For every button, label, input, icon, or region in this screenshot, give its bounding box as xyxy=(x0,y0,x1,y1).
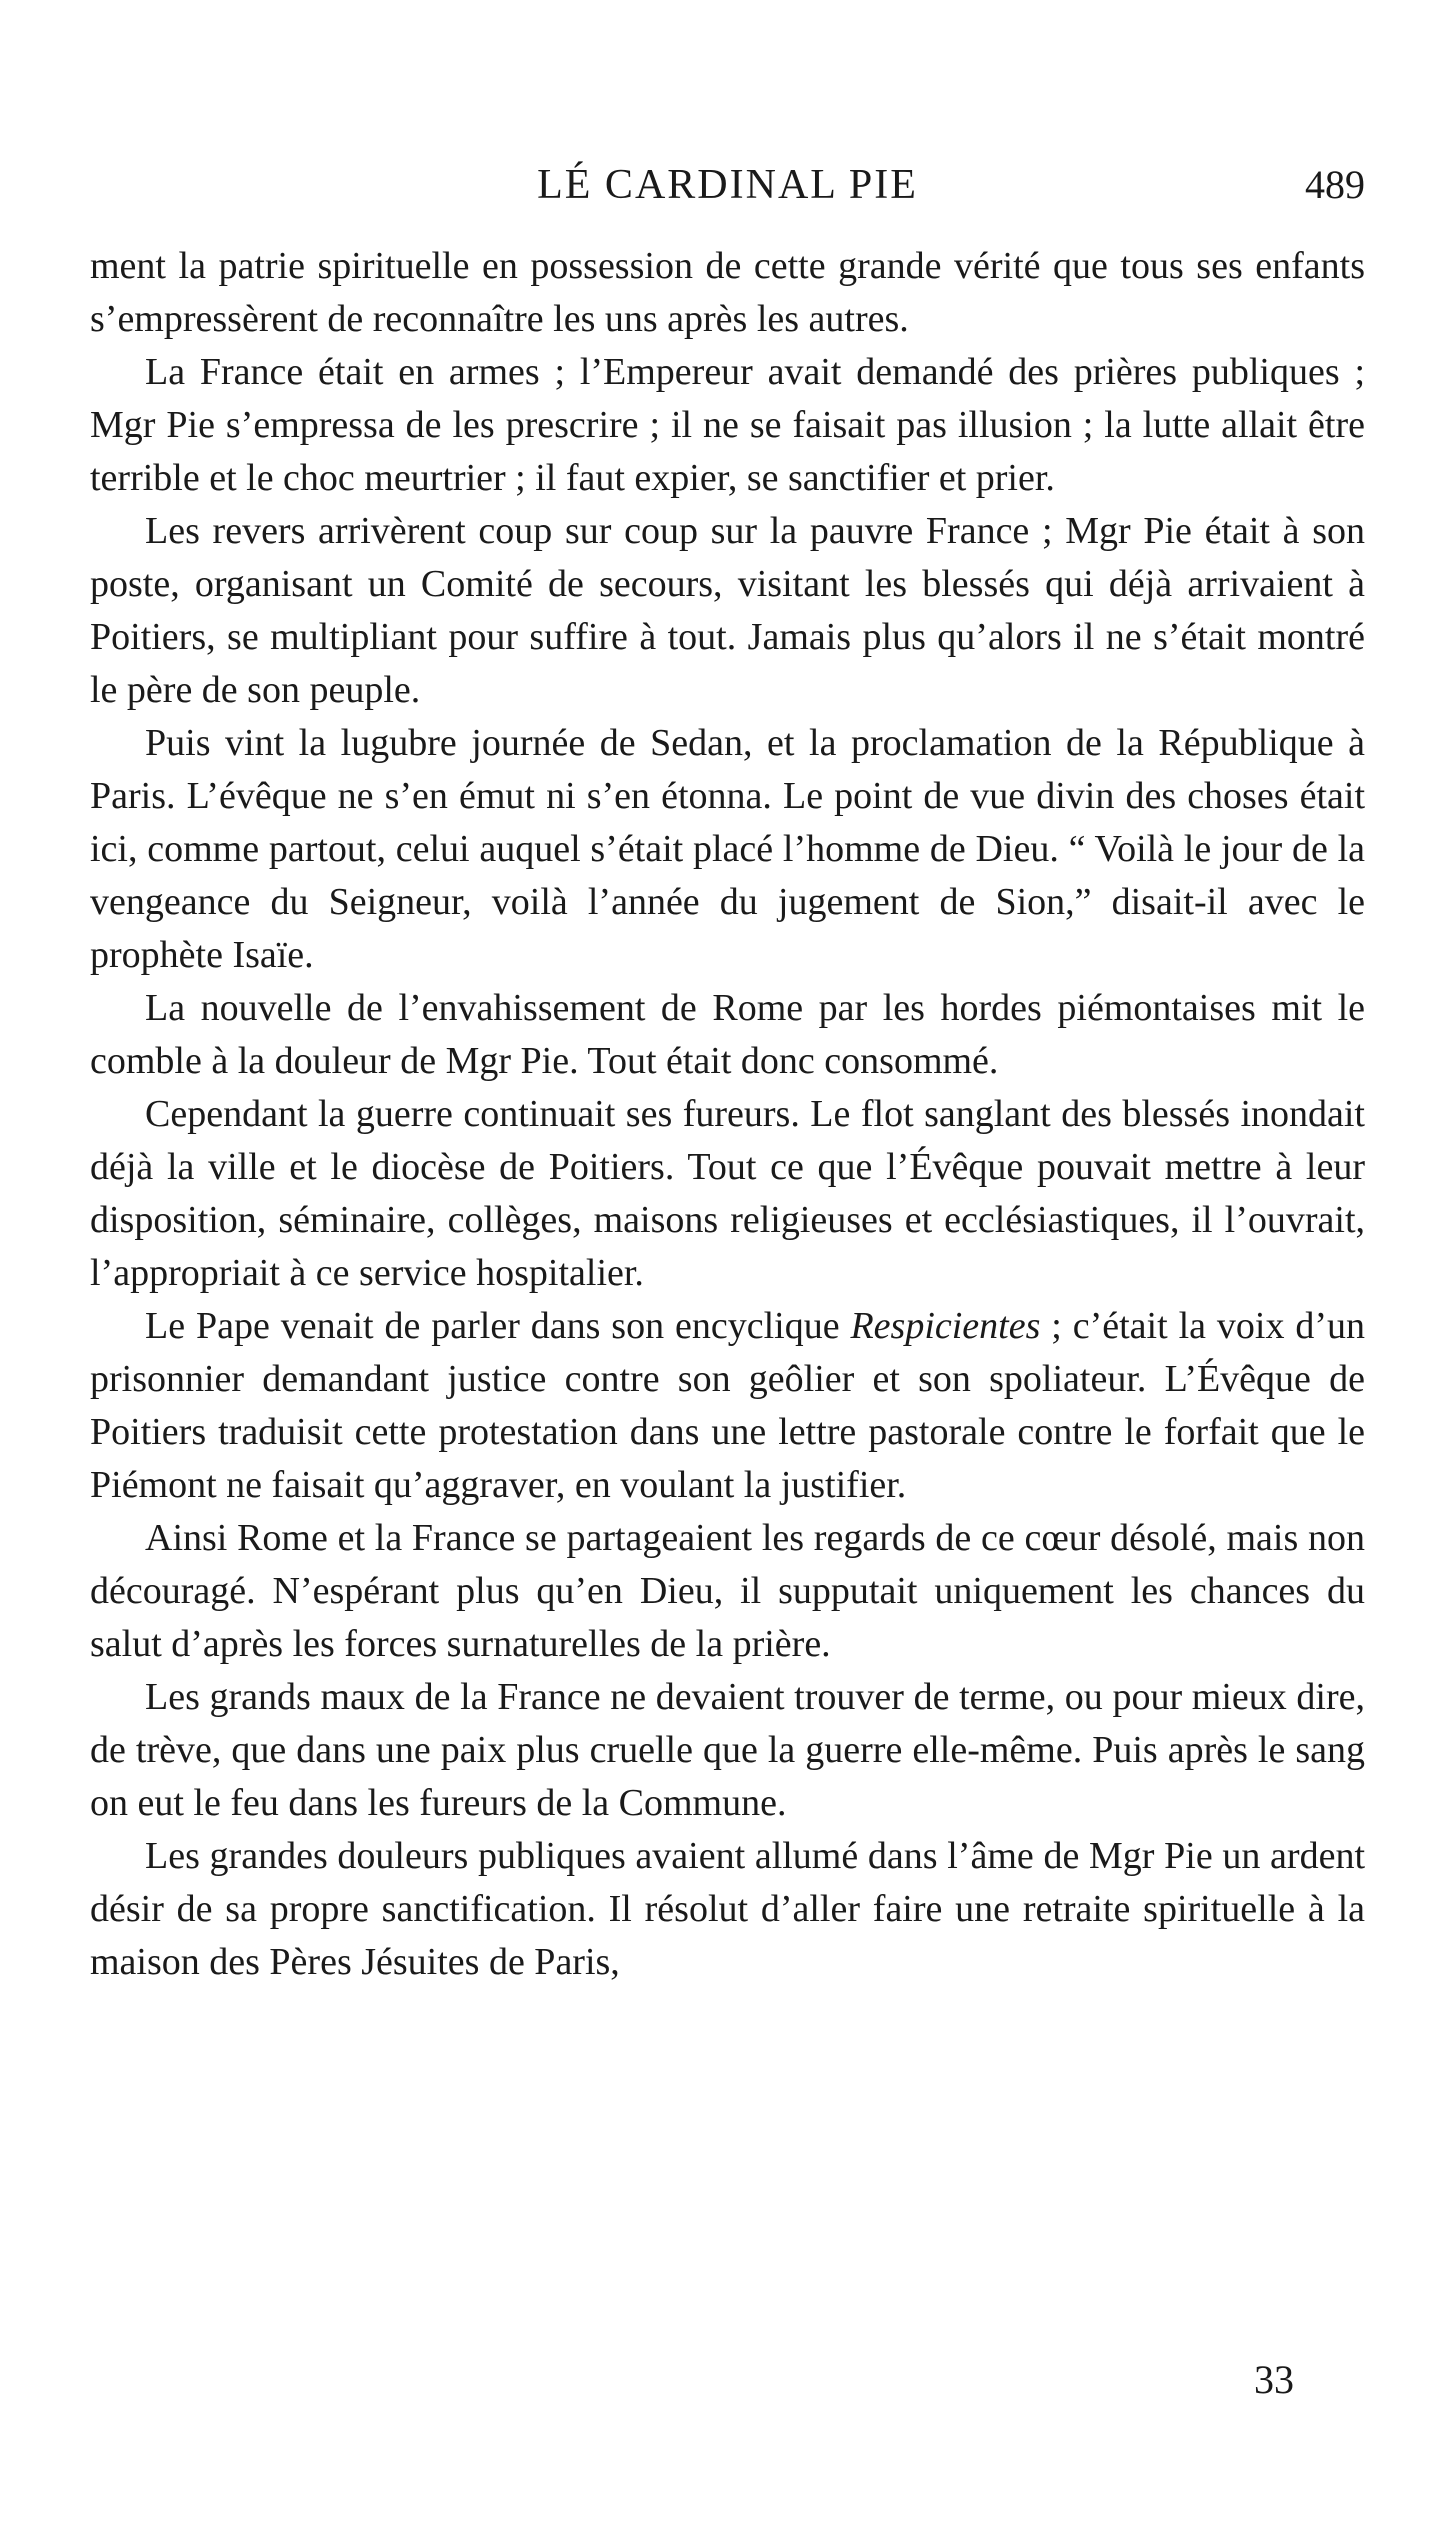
running-title: LÉ CARDINAL PIE xyxy=(537,162,918,208)
paragraph: Les revers arrivèrent coup sur coup sur la pauvre France ; Mgr Pie était à son poste, organisant un Comité de secours, visitant les blessés qui déjà arrivaient à Poitiers, se multipliant pour suffire à tout. Jamais plus qu’alors il ne s’était montré le père de son peuple. xyxy=(90,510,1365,711)
paragraph: Les grands maux de la France ne devaient trouver de terme, ou pour mieux dire, de trève, que dans une paix plus cruelle que la guerre elle-même. Puis après le sang on eut le feu dans les fureurs de la Commune. xyxy=(90,1676,1365,1824)
body-text xyxy=(90,240,1365,1989)
running-header xyxy=(90,155,1365,225)
paragraph xyxy=(90,1300,1365,1512)
signature-mark: 33 xyxy=(1254,2357,1294,2402)
page-number: 489 xyxy=(1305,162,1365,207)
paragraph: Puis vint la lugubre journée de Sedan, et la proclamation de la République à Paris. L’évêque ne s’en émut ni s’en étonna. Le point de vue divin des choses était ici, comme partout, celui auquel s’était placé l’homme de Dieu. “ Voilà le jour de la vengeance du Seigneur, voilà l’année du jugement de Sion,” disait-il avec le prophète Isaïe. xyxy=(90,722,1365,976)
paragraph: Cependant la guerre continuait ses fureurs. Le flot sanglant des blessés inondait déjà la ville et le diocèse de Poitiers. Tout ce que l’Évêque pouvait mettre à leur disposition, séminaire, collèges, maisons religieuses et ecclésiastiques, il l’ouvrait, l’appropriait à ce service hospitalier. xyxy=(90,1093,1365,1294)
paragraph: La France était en armes ; l’Empereur avait demandé des prières publiques ; Mgr Pie s’empressa de les prescrire ; il ne se faisait pas illusion ; la lutte allait être terrible et le choc meurtrier ; il faut expier, se sanctifier et prier. xyxy=(90,351,1365,499)
paragraph: Ainsi Rome et la France se partageaient les regards de ce cœur désolé, mais non découragé. N’espérant plus qu’en Dieu, il supputait uniquement les chances du salut d’après les forces surnaturelles de la prière. xyxy=(90,1517,1365,1665)
paragraph-text: Le Pape venait de parler dans son encyclique xyxy=(145,1305,851,1347)
encyclical-title: Respicientes xyxy=(850,1305,1041,1347)
paragraph-text: ; c’était la voix d’un prisonnier demandant justice contre son geôlier et son spoliateur. L’Évêque de Poitiers traduisit cette protestation dans une lettre pastorale contre le forfait que le Piémont ne faisait qu’aggraver, en voulant la justifier. xyxy=(90,1305,1365,1506)
paragraph: Les grandes douleurs publiques avaient allumé dans l’âme de Mgr Pie un ardent désir de sa propre sanctification. Il résolut d’aller faire une retraite spirituelle à la maison des Pères Jésuites de Paris, xyxy=(90,1835,1365,1983)
paragraph: La nouvelle de l’envahissement de Rome par les hordes piémontaises mit le comble à la douleur de Mgr Pie. Tout était donc consommé. xyxy=(90,987,1365,1082)
paragraph: ment la patrie spirituelle en possession de cette grande vérité que tous ses enfants s’empressèrent de reconnaître les uns après les autres. xyxy=(90,245,1365,340)
